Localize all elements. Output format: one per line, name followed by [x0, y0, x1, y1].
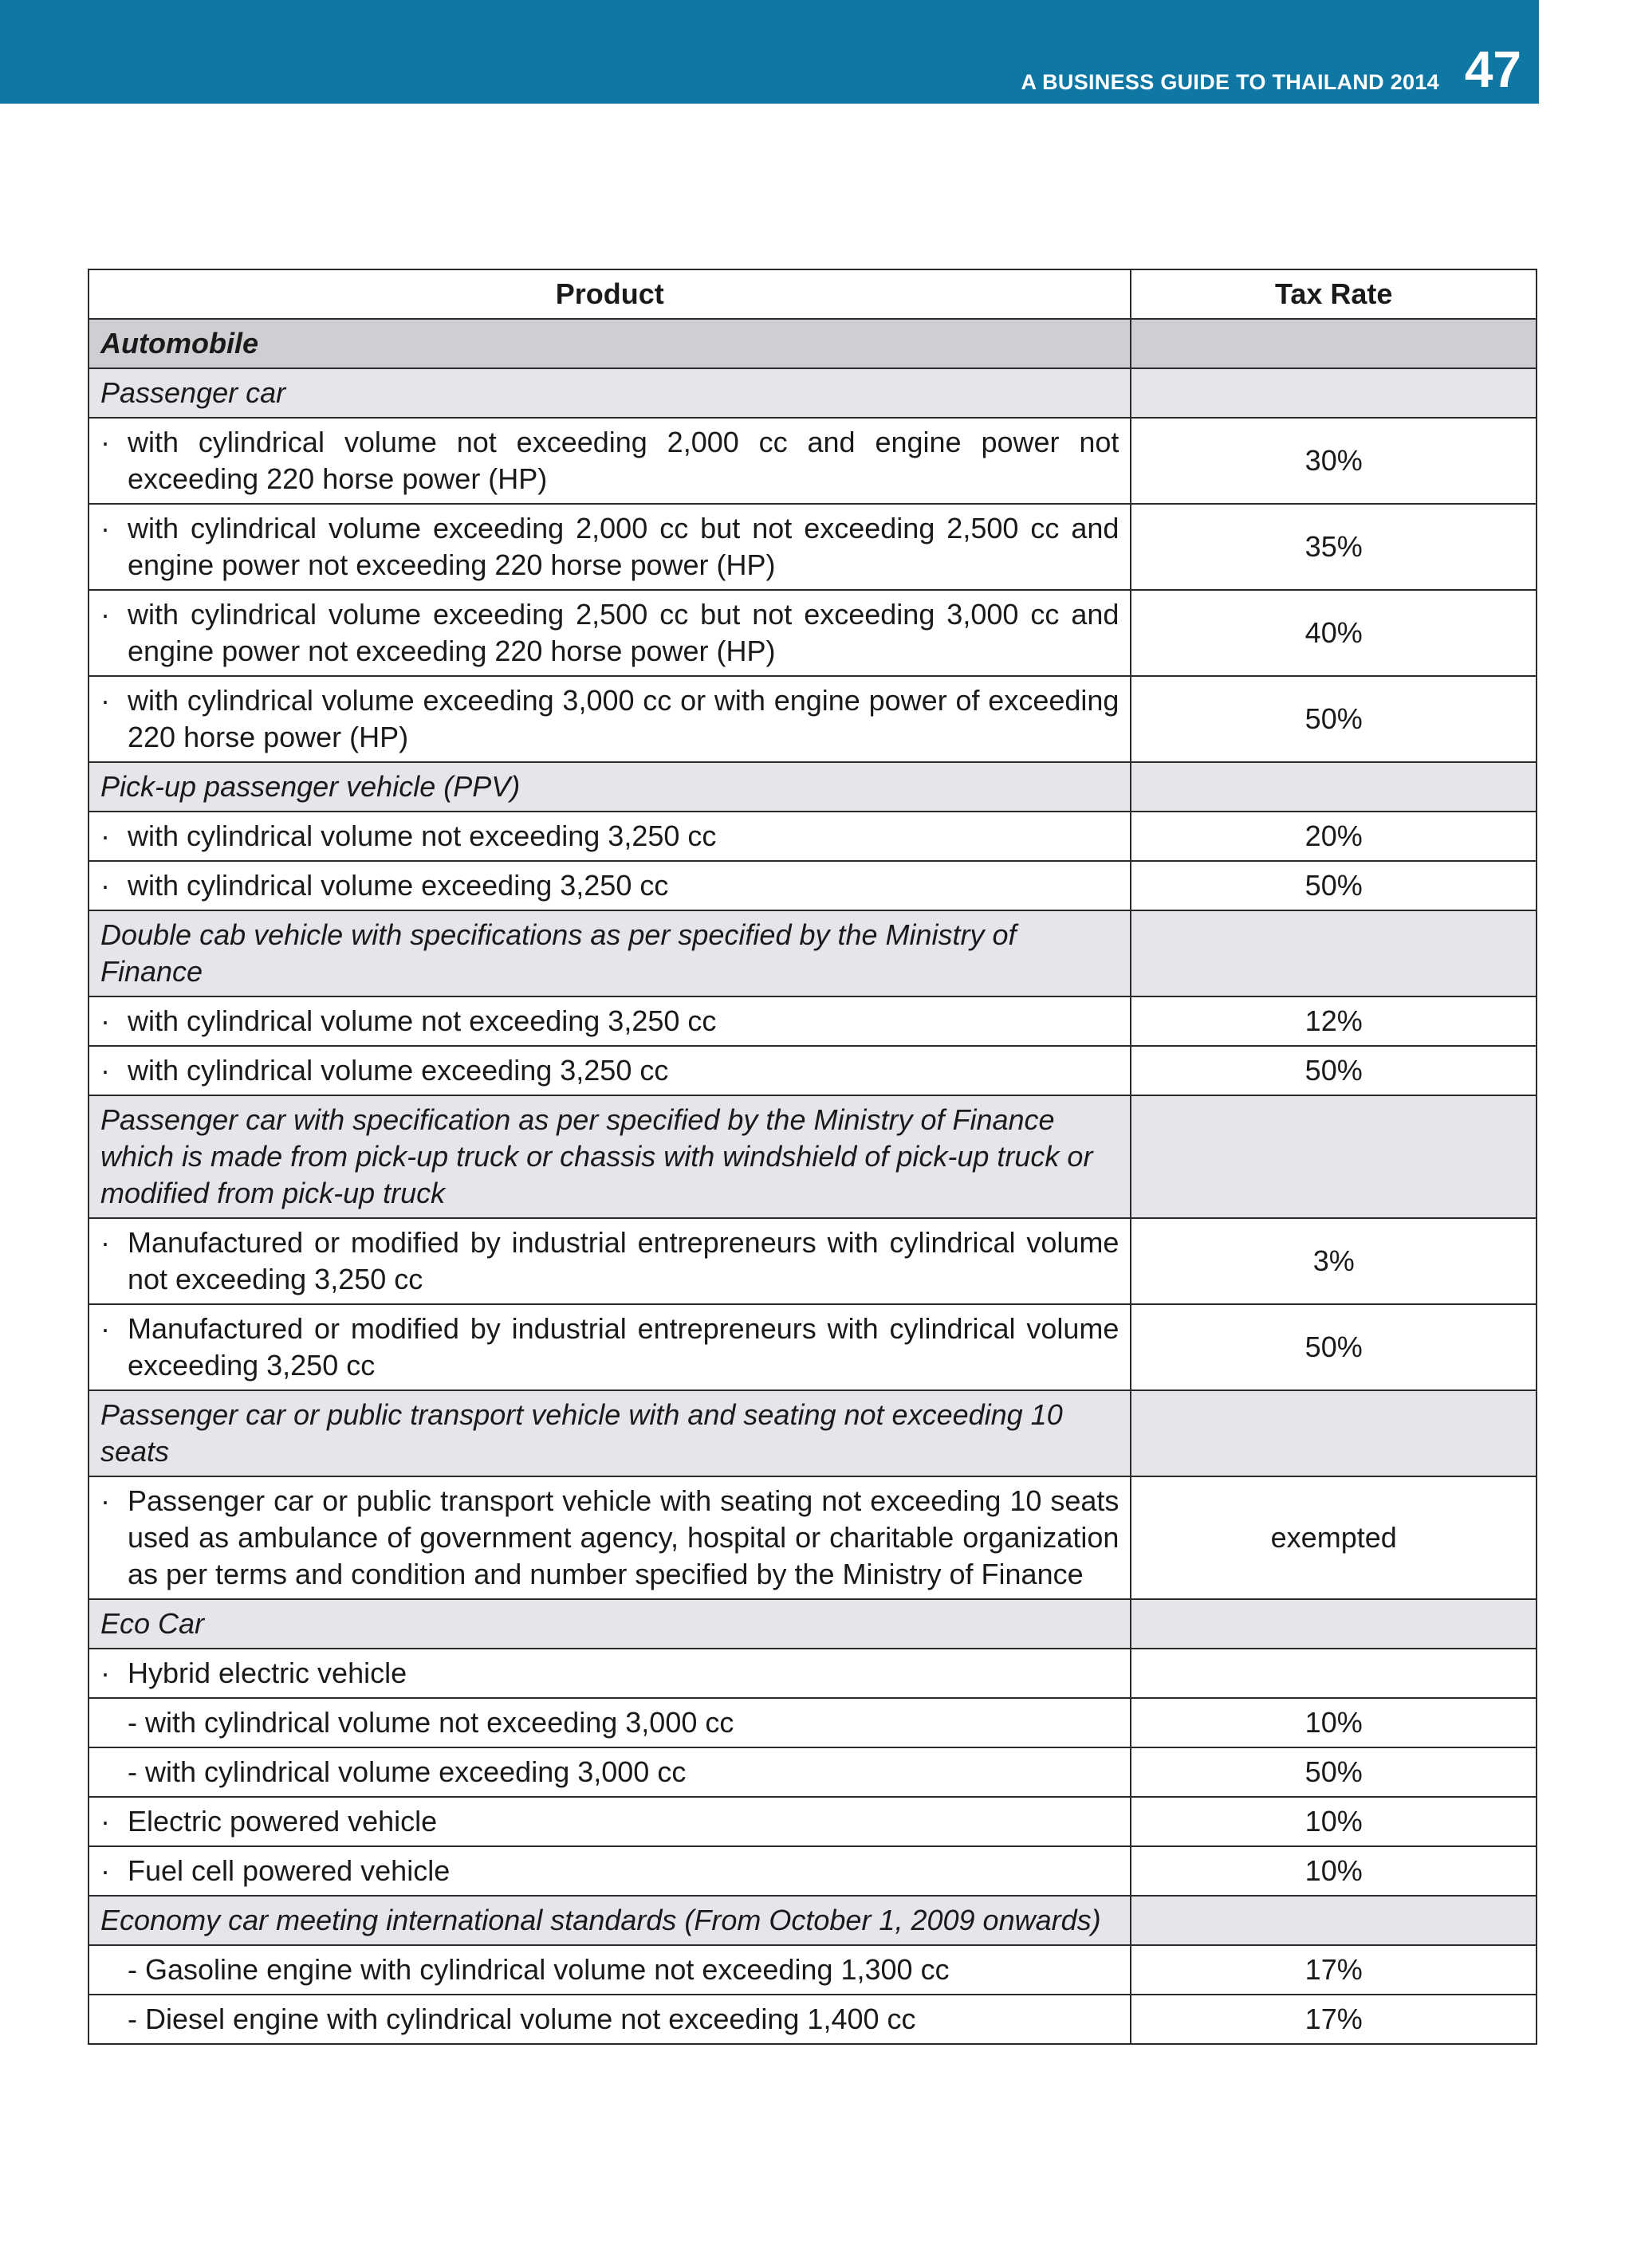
tax-rate-cell: 20%	[1131, 812, 1537, 861]
product-text: - Diesel engine with cylindrical volume not exceeding 1,400 cc	[128, 2003, 916, 2035]
tax-rate-cell	[1131, 319, 1537, 368]
product-text: with cylindrical volume not exceeding 3,250 cc	[128, 1004, 717, 1037]
product-cell	[89, 1698, 1131, 1747]
tax-rate-cell: 50%	[1131, 1046, 1537, 1095]
table-row	[89, 1846, 1537, 1896]
product-cell	[89, 1995, 1131, 2044]
product-text: Manufactured or modified by industrial entrepreneurs with cylindrical volume exceeding 3,250 cc	[128, 1312, 1119, 1382]
table-row	[89, 1995, 1537, 2044]
page-number: 47	[1464, 41, 1521, 98]
bullet-glyph: ·	[100, 512, 110, 544]
bullet-glyph: ·	[100, 598, 110, 631]
product-text: Electric powered vehicle	[128, 1805, 438, 1838]
table-row	[89, 1476, 1537, 1599]
product-text: - Gasoline engine with cylindrical volume not exceeding 1,300 cc	[128, 1953, 950, 1986]
table-body	[89, 319, 1537, 2044]
product-text: with cylindrical volume exceeding 3,250 cc	[128, 869, 669, 902]
product-cell	[89, 1095, 1131, 1218]
product-cell	[89, 910, 1131, 996]
table-row	[89, 1218, 1537, 1304]
product-text: Fuel cell powered vehicle	[128, 1854, 451, 1887]
tax-rate-cell: 10%	[1131, 1846, 1537, 1896]
table-row	[89, 368, 1537, 418]
product-cell	[89, 812, 1131, 861]
table-row	[89, 504, 1537, 590]
product-text: with cylindrical volume not exceeding 3,250 cc	[128, 820, 717, 852]
column-header-product: Product	[89, 269, 1131, 319]
table-row	[89, 1698, 1537, 1747]
tax-rate-cell: 17%	[1131, 1945, 1537, 1995]
product-cell	[89, 676, 1131, 762]
tax-rate-cell: exempted	[1131, 1476, 1537, 1599]
tax-rate-cell: 3%	[1131, 1218, 1537, 1304]
product-cell	[89, 504, 1131, 590]
product-text: - with cylindrical volume not exceeding 3,000 cc	[128, 1706, 734, 1739]
tax-rate-cell: 30%	[1131, 418, 1537, 504]
product-cell	[89, 418, 1131, 504]
product-text: with cylindrical volume exceeding 2,000 cc but not exceeding 2,500 cc and engine power not exceeding 220 horse power (HP)	[128, 512, 1119, 581]
product-cell	[89, 1747, 1131, 1797]
product-text: Double cab vehicle with specifications as per specified by the Ministry of Finance	[100, 918, 1017, 988]
table-row	[89, 676, 1537, 762]
tax-rate-cell	[1131, 1649, 1537, 1698]
table-row	[89, 1304, 1537, 1390]
table-row	[89, 1046, 1537, 1095]
table-row	[89, 1599, 1537, 1649]
product-cell	[89, 1896, 1131, 1945]
bullet-glyph: ·	[100, 1854, 110, 1887]
tax-rate-cell: 12%	[1131, 996, 1537, 1046]
bullet-glyph: ·	[100, 1226, 110, 1259]
tax-rate-cell: 40%	[1131, 590, 1537, 676]
product-cell	[89, 762, 1131, 812]
table-row	[89, 1095, 1537, 1218]
tax-rate-cell: 50%	[1131, 861, 1537, 910]
product-text: with cylindrical volume exceeding 3,250 cc	[128, 1054, 669, 1087]
bullet-glyph: ·	[100, 684, 110, 717]
table-row	[89, 1649, 1537, 1698]
product-text: with cylindrical volume exceeding 3,000 cc or with engine power of exceeding 220 horse power (HP)	[128, 684, 1119, 753]
table-row	[89, 418, 1537, 504]
product-text: - with cylindrical volume exceeding 3,000 cc	[128, 1755, 687, 1788]
bullet-glyph: ·	[100, 1004, 110, 1037]
tax-rate-cell	[1131, 1095, 1537, 1218]
product-cell	[89, 1649, 1131, 1698]
product-cell	[89, 1046, 1131, 1095]
bullet-glyph: ·	[100, 1657, 110, 1689]
product-text: Passenger car or public transport vehicle with seating not exceeding 10 seats used as ambulance of government agency, hospital or charitable organization as per terms and condition and number specified by the Ministry of Finance	[128, 1484, 1119, 1590]
product-cell	[89, 1304, 1131, 1390]
product-text: Eco Car	[100, 1607, 205, 1640]
product-text: with cylindrical volume exceeding 2,500 cc but not exceeding 3,000 cc and engine power not exceeding 220 horse power (HP)	[128, 598, 1119, 667]
product-cell	[89, 861, 1131, 910]
bullet-glyph: ·	[100, 1805, 110, 1838]
bullet-glyph: ·	[100, 869, 110, 902]
bullet-glyph: ·	[100, 1054, 110, 1087]
table-row	[89, 812, 1537, 861]
tax-rate-cell	[1131, 910, 1537, 996]
table-row	[89, 1945, 1537, 1995]
tax-rate-cell: 10%	[1131, 1797, 1537, 1846]
header-band	[0, 0, 1539, 104]
table-row	[89, 910, 1537, 996]
table-row	[89, 1747, 1537, 1797]
tax-rate-cell: 50%	[1131, 1747, 1537, 1797]
tax-rate-cell: 50%	[1131, 1304, 1537, 1390]
running-header-title: A BUSINESS GUIDE TO THAILAND 2014	[1021, 70, 1439, 94]
tax-rate-cell	[1131, 1599, 1537, 1649]
product-text: Hybrid electric vehicle	[128, 1657, 407, 1689]
product-text: Economy car meeting international standards (From October 1, 2009 onwards)	[100, 1904, 1101, 1936]
product-cell	[89, 1476, 1131, 1599]
product-text: Manufactured or modified by industrial entrepreneurs with cylindrical volume not exceeding 3,250 cc	[128, 1226, 1119, 1295]
tax-rate-cell: 17%	[1131, 1995, 1537, 2044]
table-row	[89, 861, 1537, 910]
tax-rate-cell: 35%	[1131, 504, 1537, 590]
product-cell	[89, 590, 1131, 676]
product-text: Pick-up passenger vehicle (PPV)	[100, 770, 521, 803]
table-row	[89, 762, 1537, 812]
bullet-glyph: ·	[100, 1484, 110, 1517]
table-row	[89, 590, 1537, 676]
product-cell	[89, 1797, 1131, 1846]
column-header-tax-rate: Tax Rate	[1131, 269, 1537, 319]
product-cell	[89, 1846, 1131, 1896]
product-cell	[89, 368, 1131, 418]
product-cell	[89, 319, 1131, 368]
product-cell	[89, 1945, 1131, 1995]
tax-rate-cell	[1131, 1390, 1537, 1476]
tax-rate-cell: 10%	[1131, 1698, 1537, 1747]
table-row	[89, 1896, 1537, 1945]
table-row	[89, 1390, 1537, 1476]
product-text: Passenger car	[100, 376, 286, 409]
product-cell	[89, 996, 1131, 1046]
product-cell	[89, 1218, 1131, 1304]
product-text: Passenger car with specification as per specified by the Ministry of Finance which is made from pick-up truck or chassis with windshield of pick-up truck or modified from pick-up truck	[100, 1103, 1093, 1209]
bullet-glyph: ·	[100, 1312, 110, 1345]
product-text: with cylindrical volume not exceeding 2,000 cc and engine power not exceeding 220 horse power (HP)	[128, 426, 1119, 495]
product-cell	[89, 1390, 1131, 1476]
tax-rate-cell	[1131, 368, 1537, 418]
tax-rate-cell	[1131, 762, 1537, 812]
product-text: Passenger car or public transport vehicle with and seating not exceeding 10 seats	[100, 1398, 1063, 1468]
table-row	[89, 319, 1537, 368]
bullet-glyph: ·	[100, 820, 110, 852]
product-text: Automobile	[100, 327, 258, 360]
table-header-row	[89, 269, 1537, 319]
product-cell	[89, 1599, 1131, 1649]
excise-tax-table	[88, 269, 1537, 2045]
tax-rate-cell: 50%	[1131, 676, 1537, 762]
table-row	[89, 1797, 1537, 1846]
bullet-glyph: ·	[100, 426, 110, 458]
tax-rate-cell	[1131, 1896, 1537, 1945]
table-row	[89, 996, 1537, 1046]
